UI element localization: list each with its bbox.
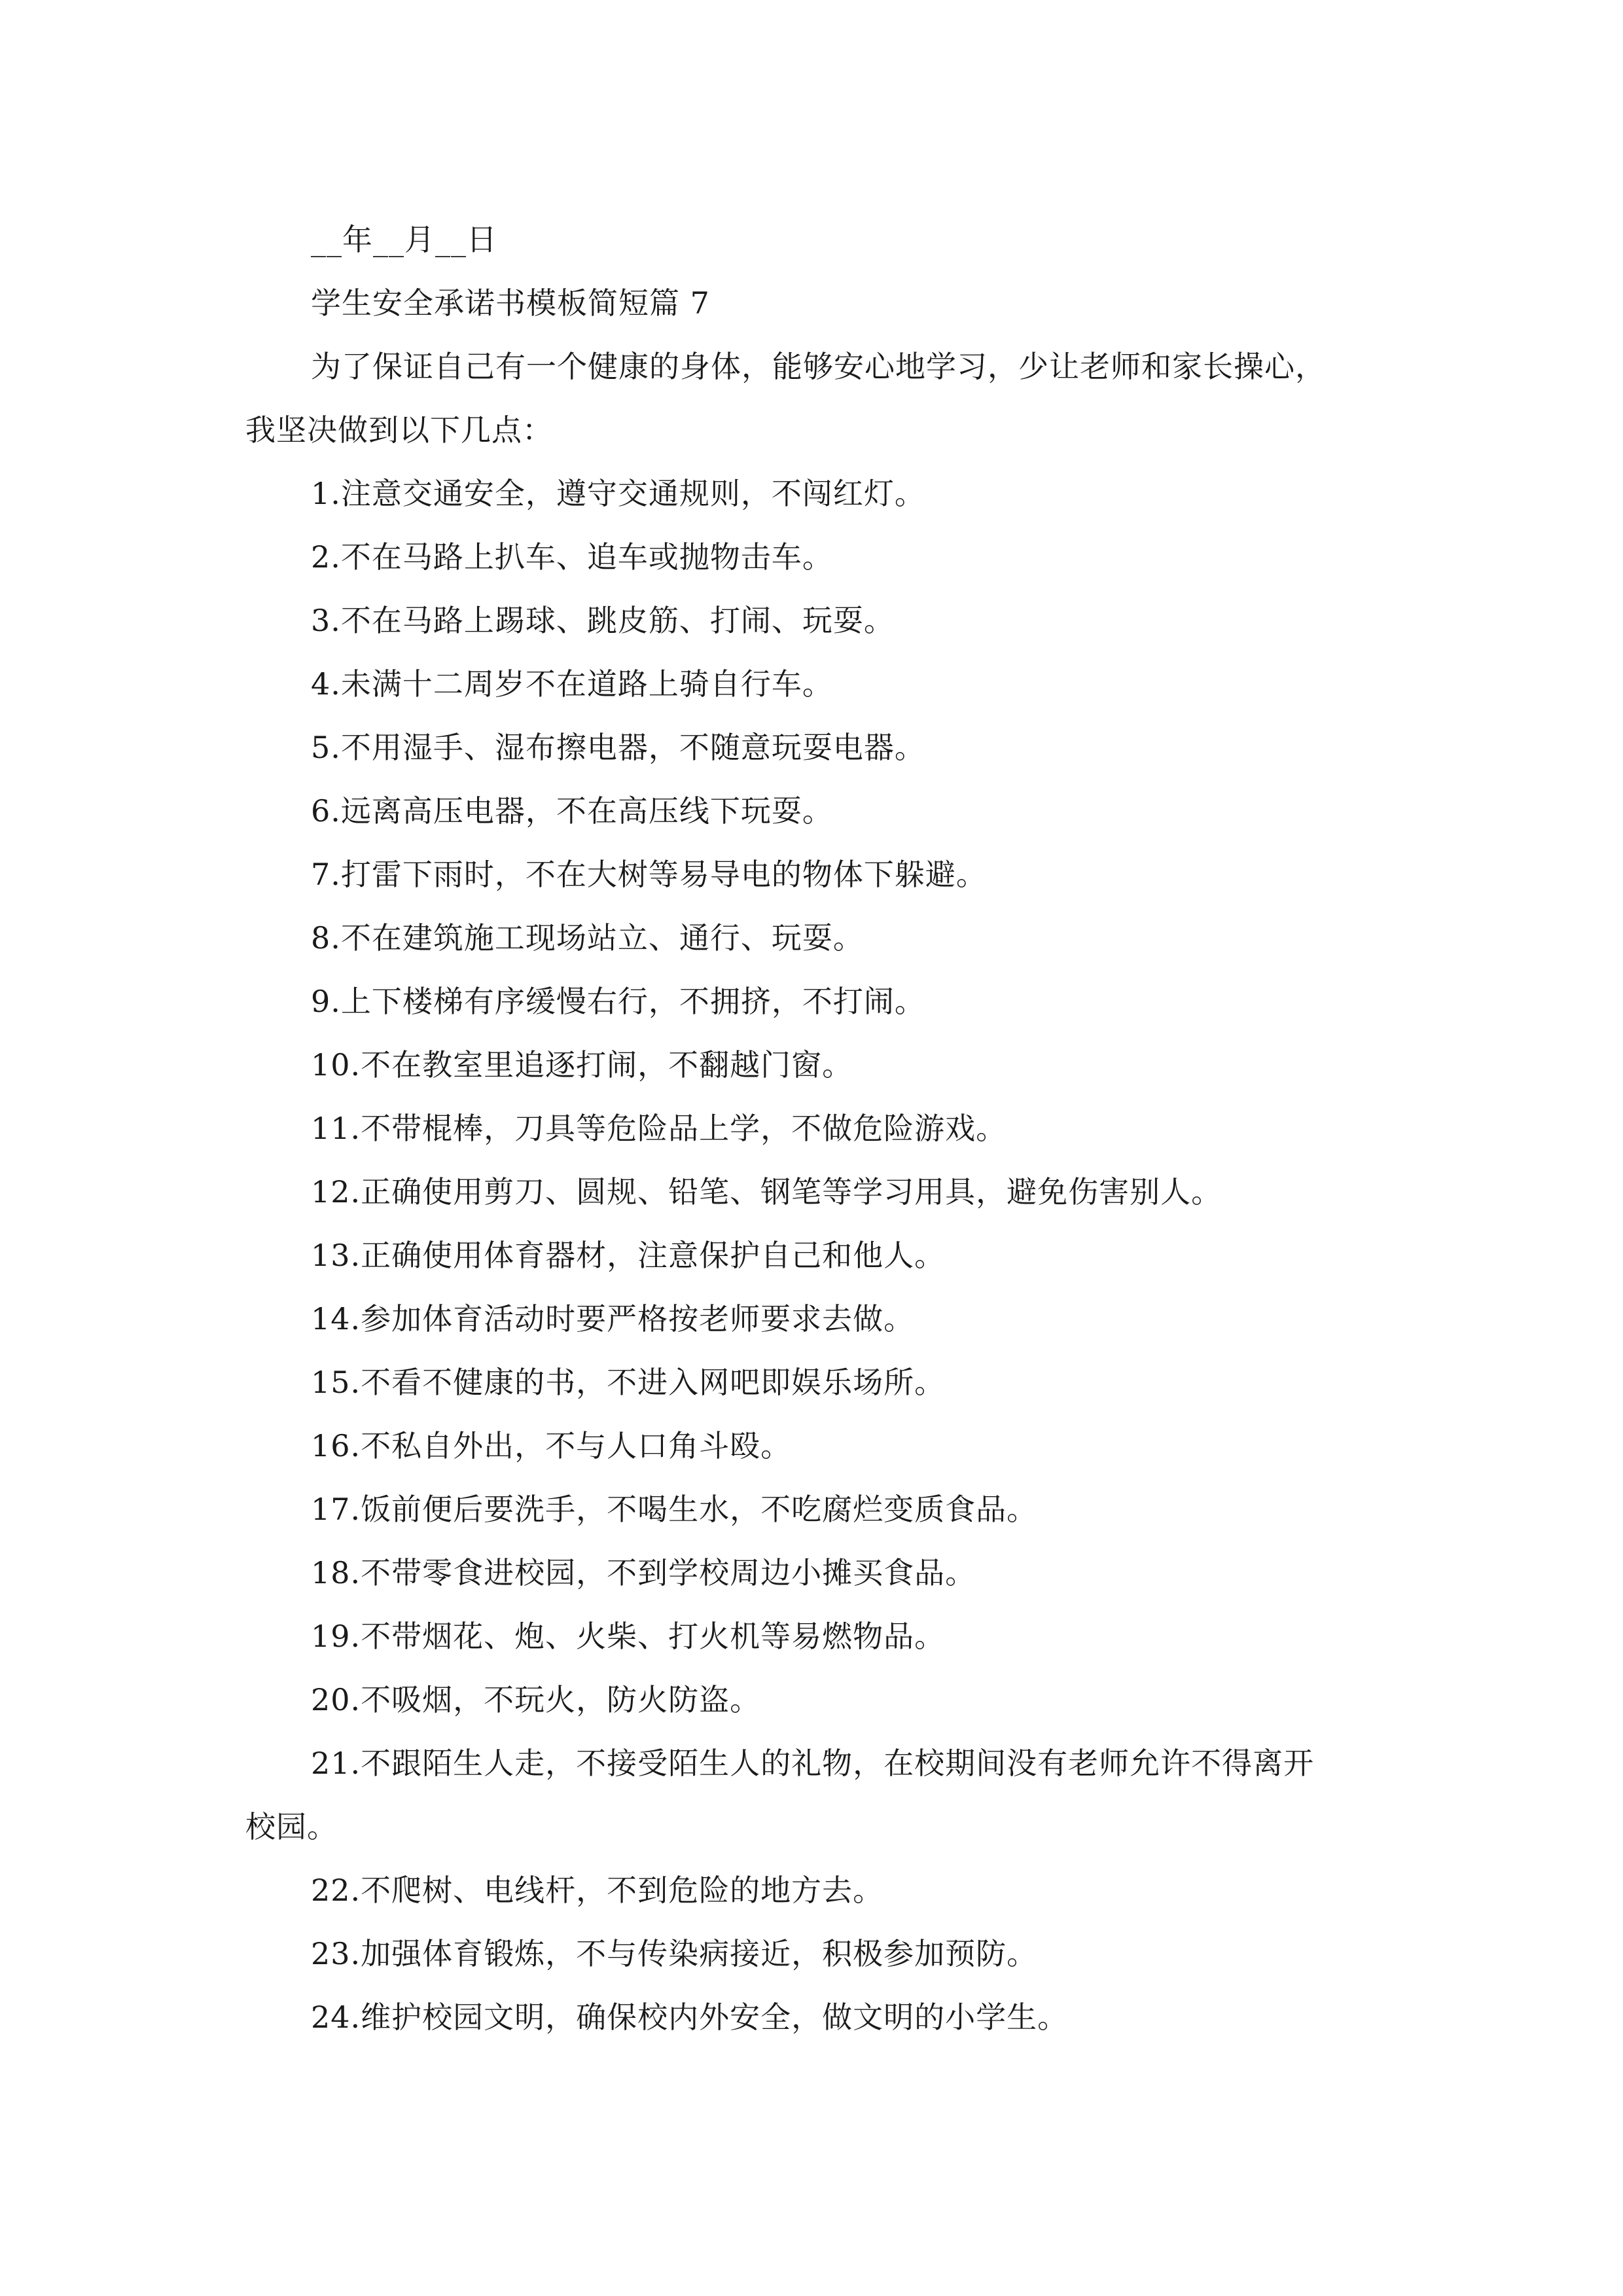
date-line: __年__月__日	[311, 222, 497, 257]
list-item-21-line-1: 21.不跟陌生人走，不接受陌生人的礼物，在校期间没有老师允许不得离开	[311, 1746, 1315, 1781]
list-item: 3.不在马路上踢球、跳皮筋、打闹、玩耍。	[311, 603, 895, 638]
list-item: 14.参加体育活动时要严格按老师要求去做。	[311, 1301, 915, 1336]
list-item: 7.打雷下雨时，不在大树等易导电的物体下躲避。	[311, 857, 987, 892]
intro-paragraph-line-1: 为了保证自己有一个健康的身体，能够安心地学习，少让老师和家长操心，	[311, 349, 1326, 384]
list-item: 5.不用湿手、湿布擦电器，不随意玩耍电器。	[311, 730, 925, 765]
list-item: 22.不爬树、电线杆，不到危险的地方去。	[311, 1873, 884, 1908]
list-item: 24.维护校园文明，确保校内外安全，做文明的小学生。	[311, 2000, 1069, 2035]
list-item: 6.远离高压电器，不在高压线下玩耍。	[311, 793, 833, 829]
list-item: 10.不在教室里追逐打闹，不翻越门窗。	[311, 1047, 853, 1083]
list-item: 18.不带零食进校园，不到学校周边小摊买食品。	[311, 1555, 976, 1590]
list-item: 12.正确使用剪刀、圆规、铅笔、钢笔等学习用具，避免伤害别人。	[311, 1174, 1222, 1210]
list-item: 2.不在马路上扒车、追车或抛物击车。	[311, 539, 833, 575]
list-item: 19.不带烟花、炮、火柴、打火机等易燃物品。	[311, 1619, 946, 1654]
document-body	[245, 208, 1384, 2049]
list-item: 20.不吸烟，不玩火，防火防盗。	[311, 1682, 761, 1717]
list-item: 16.不私自外出，不与人口角斗殴。	[311, 1428, 792, 1463]
list-item: 8.不在建筑施工现场站立、通行、玩耍。	[311, 920, 864, 956]
list-item: 15.不看不健康的书，不进入网吧即娱乐场所。	[311, 1365, 946, 1400]
list-item: 1.注意交通安全，遵守交通规则，不闯红灯。	[311, 476, 925, 511]
list-item: 23.加强体育锻炼，不与传染病接近，积极参加预防。	[311, 1936, 1038, 1971]
list-item: 11.不带棍棒，刀具等危险品上学，不做危险游戏。	[311, 1111, 1007, 1146]
list-item: 9.上下楼梯有序缓慢右行，不拥挤，不打闹。	[311, 984, 925, 1019]
section-heading: 学生安全承诺书模板简短篇 7	[311, 285, 710, 321]
list-item: 4.未满十二周岁不在道路上骑自行车。	[311, 666, 833, 702]
intro-paragraph-line-2: 我坚决做到以下几点：	[245, 412, 553, 448]
list-item: 17.饭前便后要洗手，不喝生水，不吃腐烂变质食品。	[311, 1492, 1038, 1527]
list-item: 13.正确使用体育器材，注意保护自己和他人。	[311, 1238, 946, 1273]
list-item-21-line-2: 校园。	[245, 1809, 338, 1844]
